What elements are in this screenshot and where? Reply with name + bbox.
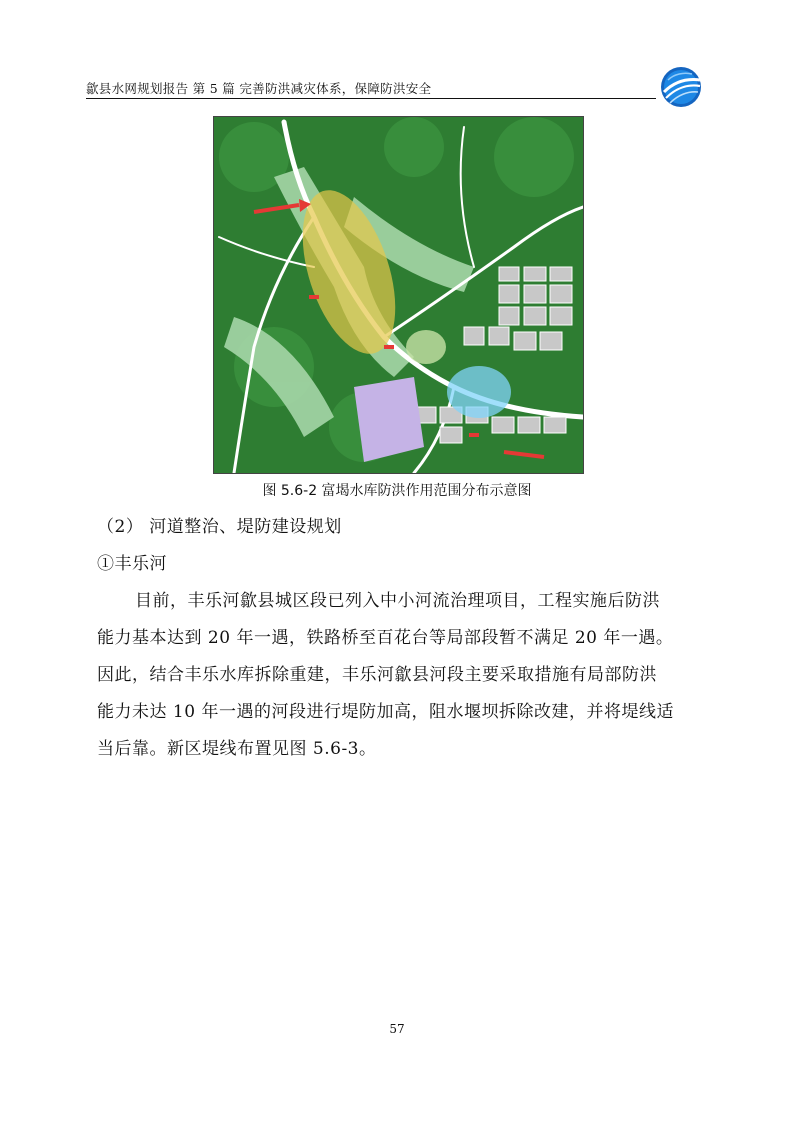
section-heading: （2） 河道整治、堤防建设规划 [97,517,342,537]
body-line-1: 目前，丰乐河歙县城区段已列入中小河流治理项目，工程实施后防洪 [135,591,660,611]
body-line-2: 能力基本达到 20 年一遇，铁路桥至百花台等局部段暂不满足 20 年一遇。 [97,628,674,648]
body-line-5: 当后靠。新区堤线布置见图 5.6-3。 [97,739,377,759]
blue-globe-logo-icon [660,66,702,108]
body-line-4: 能力未达 10 年一遇的河段进行堤防加高，阻水堰坝拆除改建，并将堤线适 [97,702,674,722]
map-image [214,117,583,473]
page-number: 57 [389,1022,405,1036]
reservoir-flood-control-map [213,116,584,474]
figure-caption: 图 5.6-2 富堨水库防洪作用范围分布示意图 [262,483,532,499]
header-rule [86,98,656,99]
section-subheading: ①丰乐河 [97,554,167,574]
body-line-3: 因此，结合丰乐水库拆除重建，丰乐河歙县河段主要采取措施有局部防洪 [97,665,657,685]
header-title: 歙县水网规划报告 第 5 篇 完善防洪减灾体系，保障防洪安全 [86,81,432,96]
